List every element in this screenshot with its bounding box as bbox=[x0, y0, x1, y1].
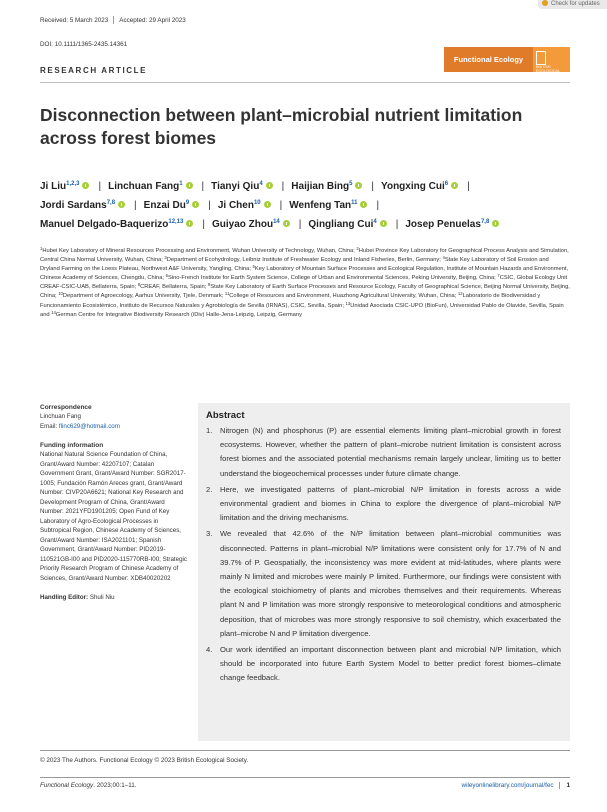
affiliation-text: College of Resources and Environment, Huazhong Agricultural University, Wuhan, China; bbox=[229, 293, 458, 300]
society-line: ECOLOGICAL bbox=[536, 69, 560, 74]
author-separator: | bbox=[371, 181, 375, 192]
author-name: Jordi Sardans bbox=[40, 200, 107, 211]
author-separator: | bbox=[298, 219, 302, 230]
author-affiliation-sup: 7,8 bbox=[106, 200, 116, 206]
author-separator: | bbox=[376, 200, 380, 211]
orcid-icon[interactable] bbox=[264, 201, 271, 208]
abstract-item-number: 3. bbox=[206, 529, 213, 539]
author-affiliation-sup: 1,2,3 bbox=[66, 181, 80, 187]
journal-url-link[interactable]: wileyonlinelibrary.com/journal/fec bbox=[461, 782, 554, 789]
author-affiliation-sup: 7,8 bbox=[480, 219, 490, 225]
affiliation-text: CSIC, Global Ecology Unit CREAF-CSIC-UAB, Bellaterra, Spain; bbox=[40, 275, 568, 291]
correspondence-name: Linchuan Fang bbox=[40, 413, 81, 420]
divider bbox=[113, 16, 114, 24]
citation-line bbox=[40, 782, 137, 789]
author[interactable] bbox=[308, 219, 388, 230]
author-affiliation-sup: 1 bbox=[179, 181, 183, 187]
journal-name: Functional Ecology bbox=[444, 47, 533, 72]
abstract-list bbox=[206, 424, 561, 686]
affiliation-text: CREAF, Bellaterra, Spain; bbox=[140, 284, 208, 291]
accepted-date: Accepted: 29 April 2023 bbox=[119, 17, 186, 25]
author-separator: | bbox=[395, 219, 399, 230]
affiliation-number: 12 bbox=[457, 291, 463, 297]
orcid-icon[interactable] bbox=[118, 201, 125, 208]
article-type: RESEARCH ARTICLE bbox=[40, 66, 148, 75]
abstract-item-number: 1. bbox=[206, 426, 213, 435]
abstract-heading: Abstract bbox=[206, 410, 245, 421]
author[interactable] bbox=[289, 200, 369, 211]
affiliation-number: 13 bbox=[345, 300, 351, 306]
author-affiliation-sup: 5 bbox=[349, 181, 353, 187]
abstract-item-text: Here, we investigated patterns of plant–microbial N/P limitation in forests across a wide environmental gradient and biomes in China to explore the divergence of plant–microbial N/P limitation and the driving mechanisms. bbox=[220, 484, 561, 523]
society-line: SOCIETY bbox=[536, 73, 553, 78]
funding-heading: Funding information bbox=[40, 442, 104, 449]
orcid-icon[interactable] bbox=[266, 182, 273, 189]
received-accepted-line bbox=[40, 16, 186, 25]
correspondence-email-line bbox=[40, 422, 188, 432]
abstract-item-text: Nitrogen (N) and phosphorus (P) are essential elements limiting plant–microbial growth in forest ecosystems. However, whether the pattern of plant–microbe nutrient limitation is consistent across forest biomes and the associated potential mechanisms remain largely unclear, limiting us to better understand the biogeochemical processes under future climate change. bbox=[220, 426, 561, 478]
article-info-sidebar bbox=[40, 403, 188, 603]
article-title: Disconnection between plant–microbial nutrient limitation across forest biomes bbox=[40, 105, 523, 148]
editor-heading: Handling Editor: bbox=[40, 594, 90, 601]
copyright-notice: © 2023 The Authors. Functional Ecology © 2023 British Ecological Society. bbox=[40, 757, 249, 764]
author[interactable] bbox=[108, 181, 194, 192]
society-logo bbox=[533, 47, 570, 78]
affiliation-number: 2 bbox=[356, 246, 359, 251]
affiliation-text: Department of Ecohydrology, Leibniz Institute of Freshwater Ecology and Inland Fisheries, Berlin, Germany; bbox=[166, 257, 443, 264]
author-name: Haijian Bing bbox=[291, 181, 350, 192]
abstract-item bbox=[206, 527, 561, 641]
author-name: Wenfeng Tan bbox=[289, 200, 352, 211]
author-separator: | bbox=[201, 181, 205, 192]
affiliation-number: 11 bbox=[224, 291, 230, 297]
affiliation-number: 7 bbox=[497, 273, 500, 279]
author-separator: | bbox=[98, 181, 102, 192]
author-affiliation-sup: 11 bbox=[351, 200, 358, 206]
abstract-item-number: 4. bbox=[206, 645, 213, 655]
abstract-box bbox=[198, 403, 570, 741]
affiliation-text: Hubei Province Key Laboratory for Geographical Process Analysis and Simulation, Central China Normal University, Wuhan, China; bbox=[40, 248, 569, 264]
abstract-item-number: 2. bbox=[206, 484, 213, 494]
orcid-icon[interactable] bbox=[451, 182, 458, 189]
affiliation-text: Hubei Key Laboratory of Mineral Resources Processing and Environment, Wuhan University of Technology, Wuhan, China; bbox=[42, 248, 357, 254]
affiliation-number: 8 bbox=[137, 282, 141, 288]
affiliation-text: Laboratorio de Biodiversidad y Funcionamiento Ecosistémico, Instituto de Recursos Naturales y Agrobiología de Sevilla (IRNAS), CSIC, Sevilla, Spain; bbox=[40, 293, 541, 309]
society-line: BRITISH bbox=[536, 65, 551, 69]
author-name: Yongxing Cui bbox=[381, 181, 445, 192]
footer-rule bbox=[40, 750, 570, 751]
footer-rule bbox=[40, 777, 570, 778]
author[interactable] bbox=[40, 219, 195, 230]
received-date: Received: 5 March 2023 bbox=[40, 17, 109, 25]
affiliation-text: Department of Agroecology, Aarhus University, Tjele, Denmark; bbox=[62, 293, 225, 300]
abstract-item bbox=[206, 483, 561, 526]
society-emblem-icon bbox=[536, 51, 546, 65]
orcid-icon[interactable] bbox=[380, 220, 387, 227]
page-number: 1 bbox=[559, 782, 570, 789]
email-link[interactable]: flinc629@hotmail.com bbox=[58, 422, 120, 430]
abstract-item bbox=[206, 643, 561, 686]
check-for-updates-label: Check for updates bbox=[551, 1, 600, 7]
author[interactable] bbox=[291, 181, 364, 192]
doi[interactable]: DOI: 10.1111/1365-2435.14361 bbox=[40, 41, 128, 48]
author[interactable] bbox=[405, 219, 501, 230]
editor-name: Shuli Niu bbox=[89, 594, 115, 601]
abstract-item-text: Our work identified an important disconnection between plant and microbial N/P limitation, which should be incorporated into future Earth System Model to better predict forest biomes–climate change feedback. bbox=[220, 645, 561, 683]
author[interactable] bbox=[218, 200, 273, 211]
abstract-item-text: We revealed that 42.6% of the N/P limitation between plant–microbial communities was disconnected. Patterns in plant–microbial N/P limitations were consistent only for 17.7% of N and 39.7% of P. Geospatially, the inconsistency was more evident at mid-latitudes, where plants were mainly N limited and microbes were mainly P limited. Furthermore, our findings were consistent with the ecological stoichiometry of plants and microbes themselves and their requirements. Whereas plant N and P limitation was more strongly responsive to meteorological conditions and atmospheric deposition, that of microbes was more strongly responsive to soil chemistry, which exacerbated the plant–microbe N and P limitation divergence. bbox=[220, 529, 561, 638]
author[interactable] bbox=[40, 200, 127, 211]
crossmark-icon bbox=[542, 0, 548, 6]
check-for-updates-badge[interactable] bbox=[538, 0, 607, 9]
orcid-icon[interactable] bbox=[82, 182, 89, 189]
author-affiliation-sup: 12,13 bbox=[168, 219, 184, 225]
author[interactable] bbox=[144, 200, 202, 211]
affiliation-text: Sino-French Institute for Earth System Science, College of Urban and Environmental Sciences, Peking University, Beijing, China; bbox=[167, 275, 498, 282]
affiliation-number: 5 bbox=[252, 264, 255, 270]
author-separator: | bbox=[208, 200, 211, 211]
affiliation-number: 3 bbox=[164, 255, 167, 261]
affiliations bbox=[40, 247, 570, 320]
author[interactable] bbox=[211, 181, 275, 192]
author-affiliation-sup: 10 bbox=[253, 200, 261, 206]
author-name: Guiyao Zhou bbox=[211, 219, 274, 230]
journal-url-and-page bbox=[462, 782, 570, 789]
handling-editor-line bbox=[40, 593, 188, 603]
author-separator: | bbox=[202, 219, 205, 230]
affiliation-number: 9 bbox=[207, 282, 211, 288]
author[interactable] bbox=[381, 181, 460, 192]
affiliation-number: 14 bbox=[51, 309, 56, 315]
journal-title-italic: Functional Ecology bbox=[40, 782, 94, 789]
orcid-icon[interactable] bbox=[192, 201, 199, 208]
journal-logo[interactable] bbox=[444, 47, 570, 78]
author-name: Josep Penuelas bbox=[405, 219, 481, 230]
affiliation-text: German Centre for Integrative Biodiversity Research (iDiv) Halle-Jena-Leipzig, Leipzig, Germany bbox=[55, 311, 302, 318]
orcid-icon[interactable] bbox=[283, 220, 290, 227]
author[interactable] bbox=[40, 181, 91, 192]
author-affiliation-sup: 4 bbox=[259, 181, 263, 187]
affiliation-number: 4 bbox=[442, 255, 445, 261]
orcid-icon[interactable] bbox=[355, 182, 362, 189]
author-affiliation-sup: 14 bbox=[273, 219, 280, 225]
affiliation-text: Unidad Asociada CSIC-UPO (BioFun), Universidad Pablo de Olavide, Sevilla, Spain and bbox=[40, 302, 564, 318]
author-separator: | bbox=[134, 200, 137, 211]
orcid-icon[interactable] bbox=[186, 182, 193, 189]
affiliation-number: 10 bbox=[58, 291, 63, 297]
author-separator: | bbox=[467, 181, 470, 192]
affiliation-number: 6 bbox=[165, 273, 168, 279]
email-label: Email: bbox=[40, 422, 59, 430]
author-name: Qingliang Cui bbox=[308, 219, 374, 230]
author-name: Ji Chen bbox=[217, 200, 254, 211]
affiliation-text: State Key Laboratory of Earth Surface Processes and Resource Ecology, Faculty of Geographical Science, Beijing Normal University, Beijing, China; bbox=[40, 284, 570, 300]
author-name: Manuel Delgado-Baquerizo bbox=[40, 219, 169, 230]
orcid-icon[interactable] bbox=[186, 220, 193, 227]
author-name: Tianyi Qiu bbox=[211, 181, 260, 192]
author[interactable] bbox=[212, 219, 292, 230]
author-affiliation-sup: 4 bbox=[373, 219, 377, 225]
affiliation-text: Key Laboratory of Mountain Surface Processes and Ecological Regulation, Institute of Mountain Hazards and Environment, Chinese Academy of Sciences, Chengdu, China; bbox=[40, 266, 569, 282]
orcid-icon[interactable] bbox=[360, 201, 367, 208]
author-affiliation-sup: 9 bbox=[185, 200, 190, 206]
affiliation-number: 1 bbox=[40, 246, 43, 251]
author-separator: | bbox=[281, 181, 285, 192]
citation-details: . 2023;00:1–11. bbox=[93, 782, 137, 789]
correspondence-heading: Correspondence bbox=[40, 404, 92, 411]
funding-text: National Natural Science Foundation of China, Grant/Award Number: 42207107; Catalan Government Grant, Grant/Award Number: SGR2017-1005; Fundación Ramón Areces grant, Grant/Award Number: CIVP20A6621; National Key Research and Development Program of China, Grant/Award Number: 2021YFD1901205; Open Fund of Key Laboratory of Agro-Ecological Processes in Subtropical Region, Chinese Academy of Sciences, Grant/Award Number: ISA2021101; Spanish Government, Grant/Award Number: PID2019-110521GB-I00 and PID2020-115770RB-I00; Strategic Priority Research Program of Chinese Academy of Sciences, Grant/Award Number: XDB40020202 bbox=[40, 451, 187, 582]
author-affiliation-sup: 6 bbox=[444, 181, 449, 187]
affiliation-text: State Key Laboratory of Soil Erosion and Dryland Farming on the Loess Plateau, Northwest A&F University, Yangling, China; bbox=[40, 257, 549, 273]
author-separator: | bbox=[279, 200, 283, 211]
header-rule bbox=[40, 82, 570, 83]
author-name: Ji Liu bbox=[40, 181, 67, 192]
abstract-item bbox=[206, 424, 561, 481]
author-name: Linchuan Fang bbox=[108, 181, 180, 192]
author-name: Enzai Du bbox=[143, 200, 186, 211]
orcid-icon[interactable] bbox=[492, 220, 499, 227]
author-list bbox=[40, 177, 575, 234]
